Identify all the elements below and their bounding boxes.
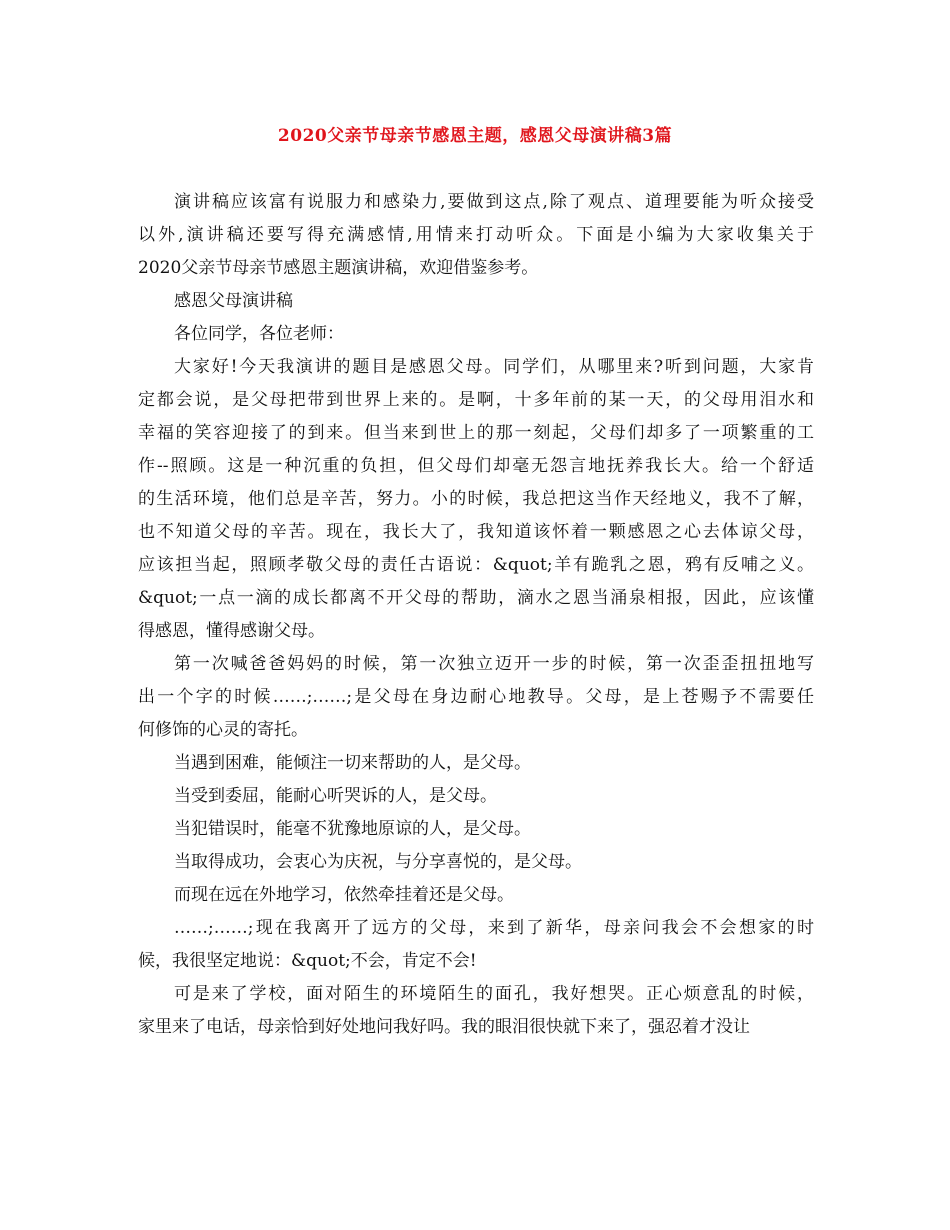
paragraph-line: &quot;一点一滴的成长都离不开父母的帮助，滴水之恩当涌泉相报，因此，应该懂 bbox=[138, 588, 814, 608]
paragraph-line: 第一次喊爸爸妈妈的时候，第一次独立迈开一步的时候，第一次歪歪扭扭地写 bbox=[174, 654, 814, 674]
paragraph-line: 以外,演讲稿还要写得充满感情,用情来打动听众。下面是小编为大家收集关于 bbox=[138, 225, 814, 245]
paragraph-line: 当受到委屈，能耐心听哭诉的人，是父母。 bbox=[174, 786, 497, 806]
paragraph-line: 候，我很坚定地说：&quot;不会，肯定不会! bbox=[138, 951, 477, 971]
paragraph bbox=[138, 318, 814, 351]
paragraph-line: 的生活环境，他们总是辛苦，努力。小的时候，我总把这当作天经地义，我不了解， bbox=[138, 489, 814, 509]
paragraph bbox=[138, 912, 814, 978]
paragraph bbox=[138, 879, 814, 912]
paragraph-line: 家里来了电话，母亲恰到好处地问我好吗。我的眼泪很快就下来了，强忍着才没让 bbox=[138, 1017, 750, 1037]
paragraph bbox=[138, 813, 814, 846]
paragraph bbox=[138, 780, 814, 813]
paragraph-line: 应该担当起，照顾孝敬父母的责任古语说：&quot;羊有跪乳之恩，鸦有反哺之义。 bbox=[138, 555, 814, 575]
paragraph-line: 演讲稿应该富有说服力和感染力,要做到这点,除了观点、道理要能为听众接受 bbox=[174, 192, 814, 212]
paragraph-line: ……;……;现在我离开了远方的父母，来到了新华，母亲问我会不会想家的时 bbox=[174, 918, 814, 938]
paragraph bbox=[138, 978, 814, 1044]
paragraph-line: 幸福的笑容迎接了的到来。但当来到世上的那一刻起，父母们却多了一项繁重的工 bbox=[138, 423, 814, 443]
paragraph-line: 各位同学，各位老师： bbox=[174, 324, 344, 344]
paragraph-line: 大家好!今天我演讲的题目是感恩父母。同学们，从哪里来?听到问题，大家肯 bbox=[174, 357, 814, 377]
paragraph bbox=[138, 186, 814, 285]
paragraph bbox=[138, 846, 814, 879]
paragraph bbox=[138, 648, 814, 747]
paragraph bbox=[138, 747, 814, 780]
paragraph-line: 得感恩，懂得感谢父母。 bbox=[138, 621, 325, 641]
paragraph-line: 定都会说，是父母把带到世界上来的。是啊，十多年前的某一天，的父母用泪水和 bbox=[138, 390, 814, 410]
paragraph-line: 可是来了学校，面对陌生的环境陌生的面孔，我好想哭。正心烦意乱的时候， bbox=[174, 984, 814, 1004]
paragraph-line: 当取得成功，会衷心为庆祝，与分享喜悦的，是父母。 bbox=[174, 852, 582, 872]
paragraph-line: 当遇到困难，能倾注一切来帮助的人，是父母。 bbox=[174, 753, 531, 773]
paragraph bbox=[138, 351, 814, 648]
paragraph bbox=[138, 285, 814, 318]
paragraph-line: 而现在远在外地学习，依然牵挂着还是父母。 bbox=[174, 885, 514, 905]
paragraph-line: 也不知道父母的辛苦。现在，我长大了，我知道该怀着一颗感恩之心去体谅父母， bbox=[138, 522, 814, 542]
paragraph-line: 何修饰的心灵的寄托。 bbox=[138, 720, 308, 740]
paragraph-line: 作--照顾。这是一种沉重的负担，但父母们却毫无怨言地抚养我长大。给一个舒适 bbox=[138, 456, 814, 476]
paragraph-line: 感恩父母演讲稿 bbox=[174, 291, 293, 311]
paragraph-line: 出一个字的时候……;……;是父母在身边耐心地教导。父母，是上苍赐予不需要任 bbox=[138, 687, 814, 707]
document-title: 2020父亲节母亲节感恩主题，感恩父母演讲稿3篇 bbox=[277, 126, 673, 146]
document-body bbox=[138, 186, 814, 1044]
paragraph-line: 当犯错误时，能毫不犹豫地原谅的人，是父母。 bbox=[174, 819, 531, 839]
paragraph-line: 2020父亲节母亲节感恩主题演讲稿，欢迎借鉴参考。 bbox=[138, 258, 539, 278]
